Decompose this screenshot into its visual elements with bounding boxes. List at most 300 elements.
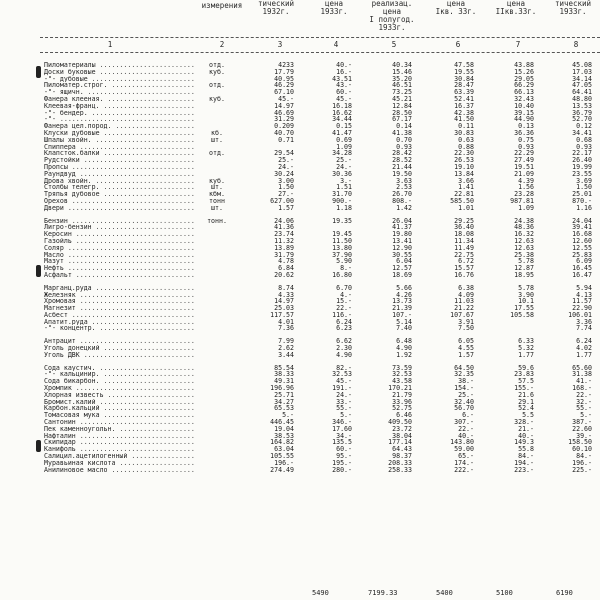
colnum-4: 4	[333, 40, 339, 49]
row-value: 135.5	[332, 438, 352, 447]
row-value: 30.83	[454, 128, 474, 137]
row-value: 1.01	[458, 203, 474, 212]
row-value: 4.-	[340, 290, 352, 299]
table-row	[0, 110, 600, 117]
row-value: 870.-	[572, 196, 592, 205]
row-value: 16.76	[454, 270, 474, 279]
row-value: 307.-	[454, 418, 474, 427]
row-value: 65.60	[572, 363, 592, 372]
row-name: Уголь ДВК .....	[44, 352, 194, 359]
row-value: 23.55	[572, 169, 592, 178]
row-value: 38.53	[274, 431, 294, 440]
row-value: 19.10	[454, 162, 474, 171]
row-value: 40.34	[392, 61, 412, 69]
row-value: 11.49	[454, 243, 474, 252]
row-value: 29.54	[274, 149, 294, 158]
row-value: 177.14	[388, 438, 412, 447]
row-value: 191.-	[332, 384, 352, 393]
row-value: 13.53	[572, 101, 592, 110]
row-unit: шт.	[211, 183, 223, 192]
row-name: Шпалы хвойн. .....	[44, 137, 194, 144]
row-value: 4.01	[278, 317, 294, 326]
row-value: 40.-	[336, 61, 352, 69]
table-row	[0, 439, 600, 446]
row-value: 14.97	[274, 101, 294, 110]
row-value: 60.10	[572, 445, 592, 454]
row-value: 31.79	[274, 250, 294, 259]
row-value: 59.6	[518, 363, 534, 372]
row-name: Орехов .....	[44, 198, 194, 205]
row-value: 5.78	[518, 283, 534, 292]
row-name: Дрова хвойн. .....	[44, 178, 194, 185]
row-value: 446.45	[270, 418, 294, 427]
row-value: 60.-	[336, 88, 352, 97]
row-value: 16.32	[514, 230, 534, 239]
row-name: -"- ящичн. .....	[44, 89, 194, 96]
row-value: 21.44	[392, 162, 412, 171]
row-value: 3.63	[396, 176, 412, 185]
table-row	[0, 116, 600, 123]
row-value: 1.16	[576, 203, 592, 212]
row-name: Доски буковые .....	[44, 69, 194, 76]
row-value: 12.90	[392, 243, 412, 252]
row-value: 6.84	[278, 264, 294, 273]
table-row	[0, 205, 600, 212]
table-row	[0, 150, 600, 157]
row-name: Канифоль .....	[44, 446, 194, 453]
row-value: 21.39	[392, 304, 412, 313]
row-name: Тряпья дубовое .....	[44, 191, 194, 198]
table-row	[0, 433, 600, 440]
table-row	[0, 352, 600, 359]
row-name: Хлорная известь .....	[44, 392, 194, 399]
row-value: 28.52	[392, 156, 412, 165]
row-value: 40.-	[518, 431, 534, 440]
row-value: 32.-	[576, 397, 592, 406]
row-value: 34.14	[572, 74, 592, 83]
row-value: 29.25	[454, 216, 474, 225]
table-row	[0, 312, 600, 319]
row-value: 2.62	[278, 344, 294, 353]
row-value: 64.43	[392, 445, 412, 454]
header-rule-bottom	[40, 52, 600, 53]
table-row	[0, 130, 600, 137]
row-value: 3.66	[458, 176, 474, 185]
row-value: 1.77	[518, 350, 534, 359]
row-value: 26.40	[572, 156, 592, 165]
row-value: 627.00	[270, 196, 294, 205]
table-row	[0, 171, 600, 178]
row-value: 39.41	[572, 223, 592, 232]
row-value: 174.-	[454, 458, 474, 467]
row-value: 0.209	[274, 122, 294, 131]
row-value: 6.62	[336, 337, 352, 346]
row-value: 6.04	[396, 257, 412, 266]
row-value: 67.17	[392, 115, 412, 124]
row-value: 24.-	[336, 390, 352, 399]
row-name: Бромист.калий .....	[44, 399, 194, 406]
row-unit: шт.	[211, 203, 223, 212]
row-value: 4.90	[336, 350, 352, 359]
row-value: 17.60	[332, 424, 352, 433]
row-value: 98.37	[392, 452, 412, 461]
row-value: 34.-	[336, 431, 352, 440]
row-value: 3.36	[576, 317, 592, 326]
row-value: 47.58	[454, 61, 474, 69]
header-rule-top	[40, 37, 600, 38]
row-value: 19.99	[572, 162, 592, 171]
row-value: 1.50	[576, 183, 592, 192]
row-value: 15.26	[514, 67, 534, 76]
row-value: 55.-	[576, 404, 592, 413]
row-value: 45.21	[392, 94, 412, 103]
header-col6: цена Iкв. 33г.	[435, 0, 477, 16]
table-row	[0, 285, 600, 292]
row-value: 19.35	[332, 216, 352, 225]
row-value: 16.62	[332, 108, 352, 117]
row-value: 41.-	[576, 377, 592, 386]
row-name: Железняк .....	[44, 292, 194, 299]
row-value: 30.36	[332, 169, 352, 178]
table-row	[0, 325, 600, 332]
row-value: 21.79	[392, 390, 412, 399]
row-value: 196.96	[270, 384, 294, 393]
row-value: 38.-	[458, 377, 474, 386]
row-value: 36.79	[572, 108, 592, 117]
row-value: 73.25	[392, 88, 412, 97]
row-value: 45.-	[278, 94, 294, 103]
row-value: 18.69	[392, 270, 412, 279]
row-value: 45.-	[336, 377, 352, 386]
row-value: 6.23	[336, 324, 352, 333]
row-name: -"- кальцинир. .....	[44, 371, 194, 378]
row-value: 15.46	[392, 67, 412, 76]
row-value: 64.50	[454, 363, 474, 372]
table-row	[0, 460, 600, 467]
row-value: 39.-	[576, 431, 592, 440]
row-value: 8.-	[340, 264, 352, 273]
table-row	[0, 157, 600, 164]
row-value: 6.38	[458, 283, 474, 292]
row-value: 6.09	[576, 257, 592, 266]
row-value: 5.5	[522, 411, 534, 420]
row-value: 11.03	[454, 297, 474, 306]
row-value: 0.93	[576, 142, 592, 151]
row-name: Салицил.ацетилогенный .....	[44, 453, 194, 460]
row-name: Клеевая-франц. .....	[44, 103, 194, 110]
row-value: 44.90	[514, 115, 534, 124]
table-row	[0, 258, 600, 265]
row-value: 66.13	[514, 88, 534, 97]
row-value: 67.10	[274, 88, 294, 97]
row-value: 3.-	[340, 176, 352, 185]
row-value: 25.-	[336, 156, 352, 165]
row-value: 170.21	[388, 384, 412, 393]
row-value: 36.36	[514, 128, 534, 137]
row-value: 143.80	[450, 438, 474, 447]
row-name: Сода бикарбон. .....	[44, 378, 194, 385]
row-value: 48.80	[572, 94, 592, 103]
row-value: 0.71	[278, 135, 294, 144]
row-value: 32.40	[454, 397, 474, 406]
row-unit: кб.	[211, 128, 223, 137]
row-value: 25.01	[572, 190, 592, 199]
row-value: 0.75	[518, 135, 534, 144]
row-name: Апатит.руда .....	[44, 319, 194, 326]
row-value: 5.90	[336, 257, 352, 266]
row-value: 55.8	[518, 445, 534, 454]
row-value: 20.62	[274, 270, 294, 279]
row-value: 5.66	[396, 283, 412, 292]
row-value: 26.70	[392, 190, 412, 199]
row-value: 4.09	[458, 290, 474, 299]
row-value: 1.09	[336, 142, 352, 151]
table-row	[0, 198, 600, 205]
row-value: 222.-	[454, 465, 474, 474]
row-value: 19.50	[392, 169, 412, 178]
row-value: 52.75	[392, 404, 412, 413]
row-value: 22.75	[454, 250, 474, 259]
row-value: 5.-	[340, 411, 352, 420]
row-value: 22.-	[576, 390, 592, 399]
row-value: 5.32	[518, 344, 534, 353]
row-value: 16.45	[572, 264, 592, 273]
row-value: 32.43	[514, 94, 534, 103]
row-name: Магнезит .....	[44, 305, 194, 312]
row-value: 387.-	[572, 418, 592, 427]
row-name: -"- .....	[44, 116, 194, 123]
row-value: 21.09	[514, 169, 534, 178]
row-value: 346.-	[332, 418, 352, 427]
row-value: 35.20	[392, 74, 412, 83]
table-row	[0, 137, 600, 144]
row-value: 12.60	[572, 236, 592, 245]
row-value: 195.-	[332, 458, 352, 467]
row-value: 60.-	[336, 445, 352, 454]
row-value: 18.95	[514, 270, 534, 279]
row-value: 4.39	[518, 176, 534, 185]
column-numbers	[0, 40, 600, 50]
row-value: 73.59	[392, 363, 412, 372]
row-value: 11.50	[332, 236, 352, 245]
row-value: 22.17	[572, 149, 592, 158]
row-value: 107.67	[450, 310, 474, 319]
row-unit: кбм.	[209, 190, 225, 199]
row-name: Сода каустич. .....	[44, 365, 194, 372]
row-value: 7.74	[576, 324, 592, 333]
colnum-1: 1	[107, 40, 113, 49]
colnum-6: 6	[455, 40, 461, 49]
row-value: 26.04	[392, 216, 412, 225]
row-value: 107.-	[392, 310, 412, 319]
table-row	[0, 252, 600, 259]
row-value: 6.33	[518, 337, 534, 346]
row-value: 0.11	[458, 122, 474, 131]
row-value: 31.38	[572, 370, 592, 379]
row-unit: отд.	[209, 81, 225, 90]
row-value: 16.-	[336, 67, 352, 76]
row-value: 34.41	[572, 128, 592, 137]
row-value: 95.-	[336, 452, 352, 461]
row-value: 21.-	[518, 424, 534, 433]
row-value: 4.33	[278, 290, 294, 299]
row-value: 6.-	[462, 411, 474, 420]
row-value: 4.55	[458, 344, 474, 353]
table-row	[0, 453, 600, 460]
row-value: 18.08	[454, 230, 474, 239]
row-value: 16.68	[572, 230, 592, 239]
row-value: 38.33	[274, 370, 294, 379]
row-unit: тонн.	[207, 216, 227, 225]
row-value: 0.14	[396, 122, 412, 131]
row-value: 22.81	[454, 190, 474, 199]
row-name: Нефть .....	[44, 265, 194, 272]
colnum-2: 2	[219, 40, 225, 49]
row-value: 19.51	[514, 162, 534, 171]
row-unit: шт.	[211, 135, 223, 144]
row-value: 22.29	[514, 149, 534, 158]
row-value: 65.53	[274, 404, 294, 413]
row-value: 43.88	[514, 61, 534, 69]
row-name: Хромпик .....	[44, 385, 194, 392]
row-value: 196.-	[274, 458, 294, 467]
row-name: Рудстойки .....	[44, 157, 194, 164]
row-value: 987.81	[510, 196, 534, 205]
row-value: 24.-	[278, 162, 294, 171]
row-value: 25.38	[514, 250, 534, 259]
row-value: 1.42	[396, 203, 412, 212]
row-value: 32.53	[332, 370, 352, 379]
row-value: 14.97	[274, 297, 294, 306]
row-value: 6.48	[396, 337, 412, 346]
row-value: 37.90	[332, 250, 352, 259]
row-name: Фанера клееная. .....	[44, 96, 194, 103]
table-row	[0, 265, 600, 272]
row-value: 164.82	[270, 438, 294, 447]
row-value: 52.41	[454, 94, 474, 103]
row-value: 23.28	[514, 190, 534, 199]
row-value: 808.-	[392, 196, 412, 205]
row-value: 3.00	[278, 176, 294, 185]
row-value: 39.15	[514, 108, 534, 117]
row-name: Двери .....	[44, 205, 194, 212]
row-value: 24.38	[514, 216, 534, 225]
row-value: 1.09	[518, 203, 534, 212]
row-value: 21.6	[518, 390, 534, 399]
row-value: 25.83	[572, 250, 592, 259]
row-name: Мазут .....	[44, 258, 194, 265]
row-unit: куб.	[209, 176, 225, 185]
row-value: 4.02	[576, 344, 592, 353]
row-value: 106.01	[568, 310, 592, 319]
table-row	[0, 218, 600, 225]
row-value: 64.41	[572, 88, 592, 97]
row-value: 4.26	[396, 290, 412, 299]
row-value: 6.24	[576, 337, 592, 346]
row-name: Клуски дубовые .....	[44, 130, 194, 137]
bottom-val: 7199.33	[368, 589, 398, 597]
row-name: Хромовая .....	[44, 298, 194, 305]
row-value: 52.70	[572, 115, 592, 124]
row-value: 46.29	[274, 81, 294, 90]
row-value: 225.-	[572, 465, 592, 474]
row-name: Клапсток.балки .....	[44, 150, 194, 157]
row-name: Карбон.кальций .....	[44, 405, 194, 412]
table-row	[0, 392, 600, 399]
bottom-val: 5400	[436, 589, 453, 597]
row-value: 84.-	[518, 452, 534, 461]
row-value: 22.-	[336, 304, 352, 313]
table-row	[0, 338, 600, 345]
row-name: Анилиновое масло .....	[44, 467, 194, 474]
row-value: 4233	[278, 61, 294, 69]
table-row	[0, 272, 600, 279]
row-value: 33.-	[336, 397, 352, 406]
table-row	[0, 319, 600, 326]
row-value: 0.70	[396, 135, 412, 144]
row-name: Уголь донецкий .....	[44, 345, 194, 352]
row-value: 30.24	[274, 169, 294, 178]
row-value: 196.-	[572, 458, 592, 467]
table-row	[0, 371, 600, 378]
row-value: 13.89	[274, 243, 294, 252]
row-value: 105.55	[270, 452, 294, 461]
table-row	[0, 378, 600, 385]
row-value: 63.04	[274, 445, 294, 454]
header-col5: реализац. цена I полугод. 1933г.	[369, 0, 415, 32]
table-row	[0, 164, 600, 171]
row-value: 1.51	[336, 183, 352, 192]
table-row	[0, 224, 600, 231]
row-value: 6.24	[336, 317, 352, 326]
header-unit: измерения	[201, 1, 243, 10]
row-value: 47.05	[572, 81, 592, 90]
row-value: 117.57	[270, 310, 294, 319]
row-value: 0.63	[458, 135, 474, 144]
row-value: 6.72	[458, 257, 474, 266]
row-value: 6.05	[458, 337, 474, 346]
row-value: 55.-	[336, 404, 352, 413]
row-name: Сантонин .....	[44, 419, 194, 426]
row-value: 32.53	[392, 370, 412, 379]
row-value: 22.90	[572, 304, 592, 313]
row-value: 2.53	[396, 183, 412, 192]
row-name: Скипидар .....	[44, 439, 194, 446]
table-row	[0, 184, 600, 191]
row-name: Раундвуд .....	[44, 171, 194, 178]
row-value: 31.29	[274, 115, 294, 124]
row-value: 7.99	[278, 337, 294, 346]
row-value: 24.06	[274, 216, 294, 225]
bottom-val: 5100	[496, 589, 513, 597]
row-value: 11.34	[454, 236, 474, 245]
table-row	[0, 82, 600, 89]
table-row	[0, 345, 600, 352]
table-row	[0, 446, 600, 453]
row-value: 7.36	[278, 324, 294, 333]
row-value: 43.-	[336, 81, 352, 90]
row-value: 12.63	[514, 236, 534, 245]
row-name: Газойль .....	[44, 238, 194, 245]
row-value: 43.58	[392, 377, 412, 386]
row-value: 1.18	[336, 203, 352, 212]
row-value: 17.55	[514, 304, 534, 313]
table-row	[0, 76, 600, 83]
row-name: Столбы телегр. .....	[44, 184, 194, 191]
row-value: 13.84	[454, 169, 474, 178]
row-value: 194.-	[514, 458, 534, 467]
row-value: 0.93	[396, 142, 412, 151]
